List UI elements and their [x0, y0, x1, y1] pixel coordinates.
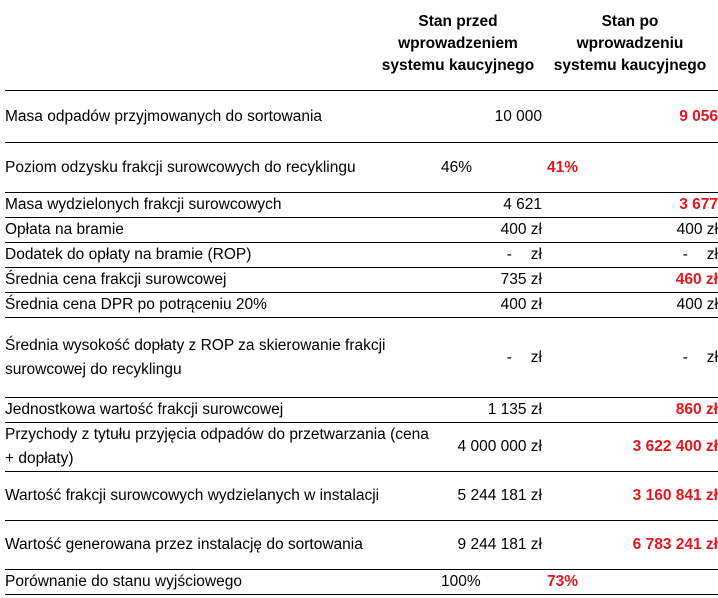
row-label: Masa odpadów przyjmowanych do sortowania [5, 91, 433, 143]
dash-symbol: - [506, 348, 512, 366]
row-label: Porównanie do stanu wyjściowego [5, 570, 433, 595]
value-after [542, 318, 718, 398]
table-row [5, 521, 718, 570]
value-after: 73% [542, 570, 718, 595]
value-before: 10 000 [433, 91, 542, 143]
value-before: 9 244 181 zł [433, 521, 542, 570]
row-label: Średnia wysokość dopłaty z ROP za skierowanie frakcji surowcowej do recyklingu [5, 318, 433, 398]
table-row [5, 218, 718, 243]
value-before: 735 zł [433, 268, 542, 293]
value-after: 400 zł [542, 293, 718, 318]
value-before: 100% [433, 570, 542, 595]
row-label: Średnia cena frakcji surowcowej [5, 268, 433, 293]
value-before: 5 244 181 zł [433, 472, 542, 521]
value-after: 3 622 400 zł [542, 423, 718, 472]
table-row [5, 318, 718, 398]
value-after: 9 056 [542, 91, 718, 143]
table-row [5, 398, 718, 423]
value-after: 3 160 841 zł [542, 472, 718, 521]
unit-label: zł [706, 348, 718, 366]
dash-symbol: - [682, 246, 688, 263]
table-row [5, 268, 718, 293]
value-after: 860 zł [542, 398, 718, 423]
header-after-line: systemu kaucyjnego [553, 57, 707, 74]
value-after: 3 677 [542, 193, 718, 218]
row-label: Wartość frakcji surowcowych wydzielanych w instalacji [5, 472, 433, 521]
value-after: 460 zł [542, 268, 718, 293]
table-row [5, 423, 718, 472]
table-row [5, 91, 718, 143]
dash-symbol: - [506, 246, 512, 263]
header-after-line: wprowadzeniu [576, 35, 684, 52]
unit-label: zł [706, 246, 718, 263]
value-before: 1 135 zł [433, 398, 542, 423]
header-before-line: Stan przed [418, 13, 498, 30]
table-row [5, 143, 718, 193]
dash-symbol: - [682, 348, 688, 366]
value-after [542, 243, 718, 268]
unit-label: zł [530, 348, 542, 366]
table-row [5, 243, 718, 268]
value-after: 400 zł [542, 218, 718, 243]
value-after: 41% [542, 143, 718, 193]
row-label: Opłata na bramie [5, 218, 433, 243]
header-after [546, 4, 714, 84]
value-after: 6 783 241 zł [542, 521, 718, 570]
value-before [433, 318, 542, 398]
row-label: Dodatek do opłaty na bramie (ROP) [5, 243, 433, 268]
table-row [5, 193, 718, 218]
value-before: 4 621 [433, 193, 542, 218]
data-table [5, 90, 718, 595]
header-before-line: systemu kaucyjnego [381, 57, 535, 74]
value-before: 400 zł [433, 218, 542, 243]
table-row [5, 293, 718, 318]
unit-label: zł [530, 246, 542, 263]
header-before [374, 4, 542, 84]
header-before-line: wprowadzeniem [398, 35, 518, 52]
row-label: Masa wydzielonych frakcji surowcowych [5, 193, 433, 218]
row-label: Jednostkowa wartość frakcji surowcowej [5, 398, 433, 423]
row-label: Wartość generowana przez instalację do sortowania [5, 521, 433, 570]
table-row [5, 472, 718, 521]
value-before: 400 zł [433, 293, 542, 318]
value-before [433, 243, 542, 268]
header-after-line: Stan po [601, 13, 659, 30]
row-label: Poziom odzysku frakcji surowcowych do recyklingu [5, 143, 433, 193]
row-label: Przychody z tytułu przyjęcia odpadów do przetwarzania (cena + dopłaty) [5, 423, 433, 472]
row-label: Średnia cena DPR po potrąceniu 20% [5, 293, 433, 318]
value-before: 46% [433, 143, 542, 193]
value-before: 4 000 000 zł [433, 423, 542, 472]
table-row [5, 570, 718, 595]
